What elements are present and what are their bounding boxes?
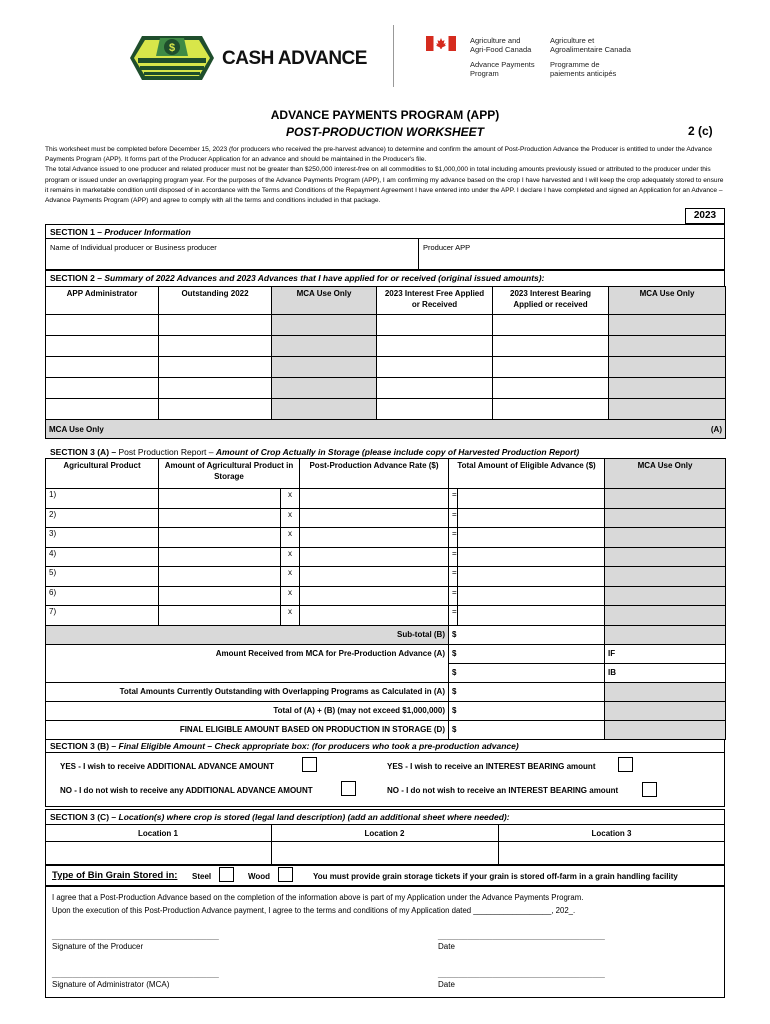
location-1-label: Location 1 bbox=[137, 829, 178, 838]
producer-name-label: Name of Individual producer or Business producer bbox=[50, 243, 217, 252]
post-production-table bbox=[45, 458, 726, 740]
gov-name-fr: Agriculture et Agroalimentaire Canada bbox=[550, 36, 631, 54]
section-3a-title: SECTION 3 (A) – Post Production Report – Amount of Crop Actually in Storage (please include copy of Harvested Production Report) bbox=[50, 447, 580, 457]
producer-signature-label: Signature of the Producer bbox=[52, 942, 144, 951]
mca-use-only-label: MCA Use Only bbox=[49, 424, 104, 434]
intro-paragraph-2: The total Advance issued to one producer and related producer must not be greater than $250,000 interest-free on all commodities to $1,000,000 in total including amounts previously issued or attributed to the producer under this program or issued under an overlapping program year. For the purposes of the Advance Payments Program (APP), I am confirming my advance based on the crop I have harvested and I will keep the crop adequately stored to ensure it remains in marketable condition until disposed of in accordance with the Terms and Conditions of the Repayment Agreement I have entered into under the APP. I declare I have completed and signed an Application for an Advance – Advance Payments Program (APP) and agree to comply with all the terms and conditions included in that package. bbox=[45, 166, 724, 205]
total-label: Total of (A) + (B) (may not exceed $1,000,000) bbox=[46, 701, 449, 720]
location-2-label: Location 2 bbox=[364, 829, 405, 838]
total-field[interactable]: $ bbox=[449, 701, 605, 720]
table-row: 7) x = bbox=[46, 606, 726, 626]
producer-date-line[interactable]: ________________________________________ bbox=[438, 931, 605, 940]
svg-text:$: $ bbox=[168, 42, 176, 54]
col-mca-use-only-2: MCA Use Only bbox=[609, 287, 726, 315]
bin-type-label: Type of Bin Grain Stored in: bbox=[52, 870, 178, 881]
col-total-eligible: Total Amount of Eligible Advance ($) bbox=[449, 459, 605, 489]
col-outstanding-2022: Outstanding 2022 bbox=[159, 287, 272, 315]
overlap-label: Total Amounts Currently Outstanding with Overlapping Programs as Calculated in (A) bbox=[46, 682, 449, 701]
intro-paragraph-1: This worksheet must be completed before December 15, 2023 (for producers who received the pre-harvest advance) to determine and confirm the amount of Post-Production Advance the Producer is entitled to under the Advance Payments Program (APP). It forms part of the Producer Application for an advance and should be maintained in the Producer's file. bbox=[45, 146, 713, 164]
post-production-header-row bbox=[46, 459, 726, 489]
table-row: 2) x = bbox=[46, 508, 726, 528]
steel-label: Steel bbox=[192, 872, 212, 881]
producer-app-field[interactable] bbox=[423, 254, 721, 268]
col-agricultural-product: Agricultural Product bbox=[46, 459, 159, 489]
gov-name-en: Agriculture and Agri-Food Canada bbox=[470, 36, 532, 54]
storage-tickets-note: You must provide grain storage tickets if your grain is stored off-farm in a grain handling facility bbox=[313, 872, 678, 881]
subtotal-label: Sub-total (B) bbox=[46, 625, 449, 644]
intro-text bbox=[45, 145, 725, 206]
section-3c-title: SECTION 3 (C) – Location(s) where crop is stored (legal land description) (add an additional sheet where needed): bbox=[50, 812, 510, 822]
admin-signature-label: Signature of Administrator (MCA) bbox=[52, 980, 170, 989]
page-title: ADVANCE PAYMENTS PROGRAM (APP) bbox=[270, 108, 500, 122]
wood-checkbox[interactable] bbox=[278, 867, 293, 882]
form-code: 2 (c) bbox=[688, 124, 713, 138]
col-mca-use-only: MCA Use Only bbox=[605, 459, 726, 489]
table-row: 1) x = bbox=[46, 489, 726, 509]
mca-received-label: Amount Received from MCA for Pre-Production Advance (A) bbox=[46, 644, 449, 682]
table-row bbox=[46, 357, 726, 378]
mca-use-only-row bbox=[46, 420, 726, 439]
section-3b-title: SECTION 3 (B) – Final Eligible Amount – Check appropriate box: (for producers who took a pre-production advance) bbox=[50, 741, 519, 751]
advances-header-row bbox=[46, 287, 726, 315]
table-row bbox=[46, 399, 726, 420]
table-row: 3) x = bbox=[46, 528, 726, 548]
location-1-field[interactable] bbox=[47, 843, 269, 863]
location-2-field[interactable] bbox=[273, 843, 496, 863]
table-row bbox=[46, 336, 726, 357]
final-row bbox=[46, 720, 726, 739]
col-mca-use-only: MCA Use Only bbox=[272, 287, 377, 315]
section-1-title: SECTION 1 – Producer Information bbox=[50, 227, 191, 237]
wood-label: Wood bbox=[248, 872, 271, 881]
admin-signature-line[interactable]: ________________________________________ bbox=[52, 969, 219, 978]
page-subtitle: POST-PRODUCTION WORKSHEET bbox=[285, 125, 484, 139]
no-interest-label: NO - I do not wish to receive an INTEREST BEARING amount bbox=[387, 786, 619, 795]
overlap-row bbox=[46, 682, 726, 701]
col-app-administrator: APP Administrator bbox=[46, 287, 159, 315]
yes-additional-label: YES - I wish to receive ADDITIONAL ADVANCE AMOUNT bbox=[60, 762, 274, 771]
no-additional-label: NO - I do not wish to receive any ADDITIONAL ADVANCE AMOUNT bbox=[60, 786, 313, 795]
col-advance-rate: Post-Production Advance Rate ($) bbox=[300, 459, 449, 489]
mca-received-if-field[interactable]: $ bbox=[449, 644, 605, 663]
program-name-en: Advance Payments Program bbox=[470, 60, 535, 78]
ib-label: IB bbox=[605, 663, 726, 682]
steel-checkbox[interactable] bbox=[219, 867, 234, 882]
no-interest-checkbox[interactable] bbox=[642, 782, 657, 797]
mark-a: (A) bbox=[710, 424, 722, 434]
section-2-title: SECTION 2 – Summary of 2022 Advances and 2023 Advances that I have applied for or received (original issued amounts): bbox=[50, 273, 545, 283]
table-row bbox=[46, 315, 726, 336]
producer-app-label: Producer APP bbox=[423, 243, 471, 252]
mca-received-row-if bbox=[46, 644, 726, 663]
table-row bbox=[46, 378, 726, 399]
yes-interest-label: YES - I wish to receive an INTEREST BEARING amount bbox=[387, 762, 596, 771]
if-label: IF bbox=[605, 644, 726, 663]
producer-signature-line[interactable]: ________________________________________ bbox=[52, 931, 219, 940]
logo-wordmark: CASH ADVANCE bbox=[222, 48, 367, 69]
canada-flag-icon bbox=[426, 36, 456, 51]
location-3-label: Location 3 bbox=[591, 829, 632, 838]
subtotal-field[interactable]: $ bbox=[449, 625, 605, 644]
admin-date-label: Date bbox=[438, 980, 455, 989]
yes-additional-checkbox[interactable] bbox=[302, 757, 317, 772]
total-row bbox=[46, 701, 726, 720]
overlap-field[interactable]: $ bbox=[449, 682, 605, 701]
table-row: 6) x = bbox=[46, 586, 726, 606]
mca-received-ib-field[interactable]: $ bbox=[449, 663, 605, 682]
yes-interest-checkbox[interactable] bbox=[618, 757, 633, 772]
no-additional-checkbox[interactable] bbox=[341, 781, 356, 796]
advances-summary-table bbox=[45, 286, 726, 439]
col-amount-in-storage: Amount of Agricultural Product in Storage bbox=[159, 459, 300, 489]
producer-name-field[interactable] bbox=[50, 254, 414, 268]
header-divider bbox=[393, 25, 394, 87]
agreement-line-1: I agree that a Post-Production Advance based on the completion of the information above is part of my Application under the Advance Payments Program. bbox=[52, 893, 584, 902]
subtotal-row bbox=[46, 625, 726, 644]
final-label: FINAL ELIGIBLE AMOUNT BASED ON PRODUCTION IN STORAGE (D) bbox=[46, 720, 449, 739]
admin-date-line[interactable]: ________________________________________ bbox=[438, 969, 605, 978]
table-row: 5) x = bbox=[46, 567, 726, 587]
col-interest-bearing: 2023 Interest Bearing Applied or received bbox=[493, 287, 609, 315]
year-box: 2023 bbox=[685, 208, 725, 224]
final-field[interactable]: $ bbox=[449, 720, 605, 739]
producer-date-label: Date bbox=[438, 942, 455, 951]
col-interest-free: 2023 Interest Free Applied or Received bbox=[377, 287, 493, 315]
table-row: 4) x = bbox=[46, 547, 726, 567]
agreement-line-2: Upon the execution of this Post-Production Advance payment, I agree to the terms and conditions of my Application dated __________________, 202_. bbox=[52, 906, 576, 915]
location-3-field[interactable] bbox=[500, 843, 723, 863]
program-name-fr: Programme de paiements anticipés bbox=[550, 60, 617, 78]
